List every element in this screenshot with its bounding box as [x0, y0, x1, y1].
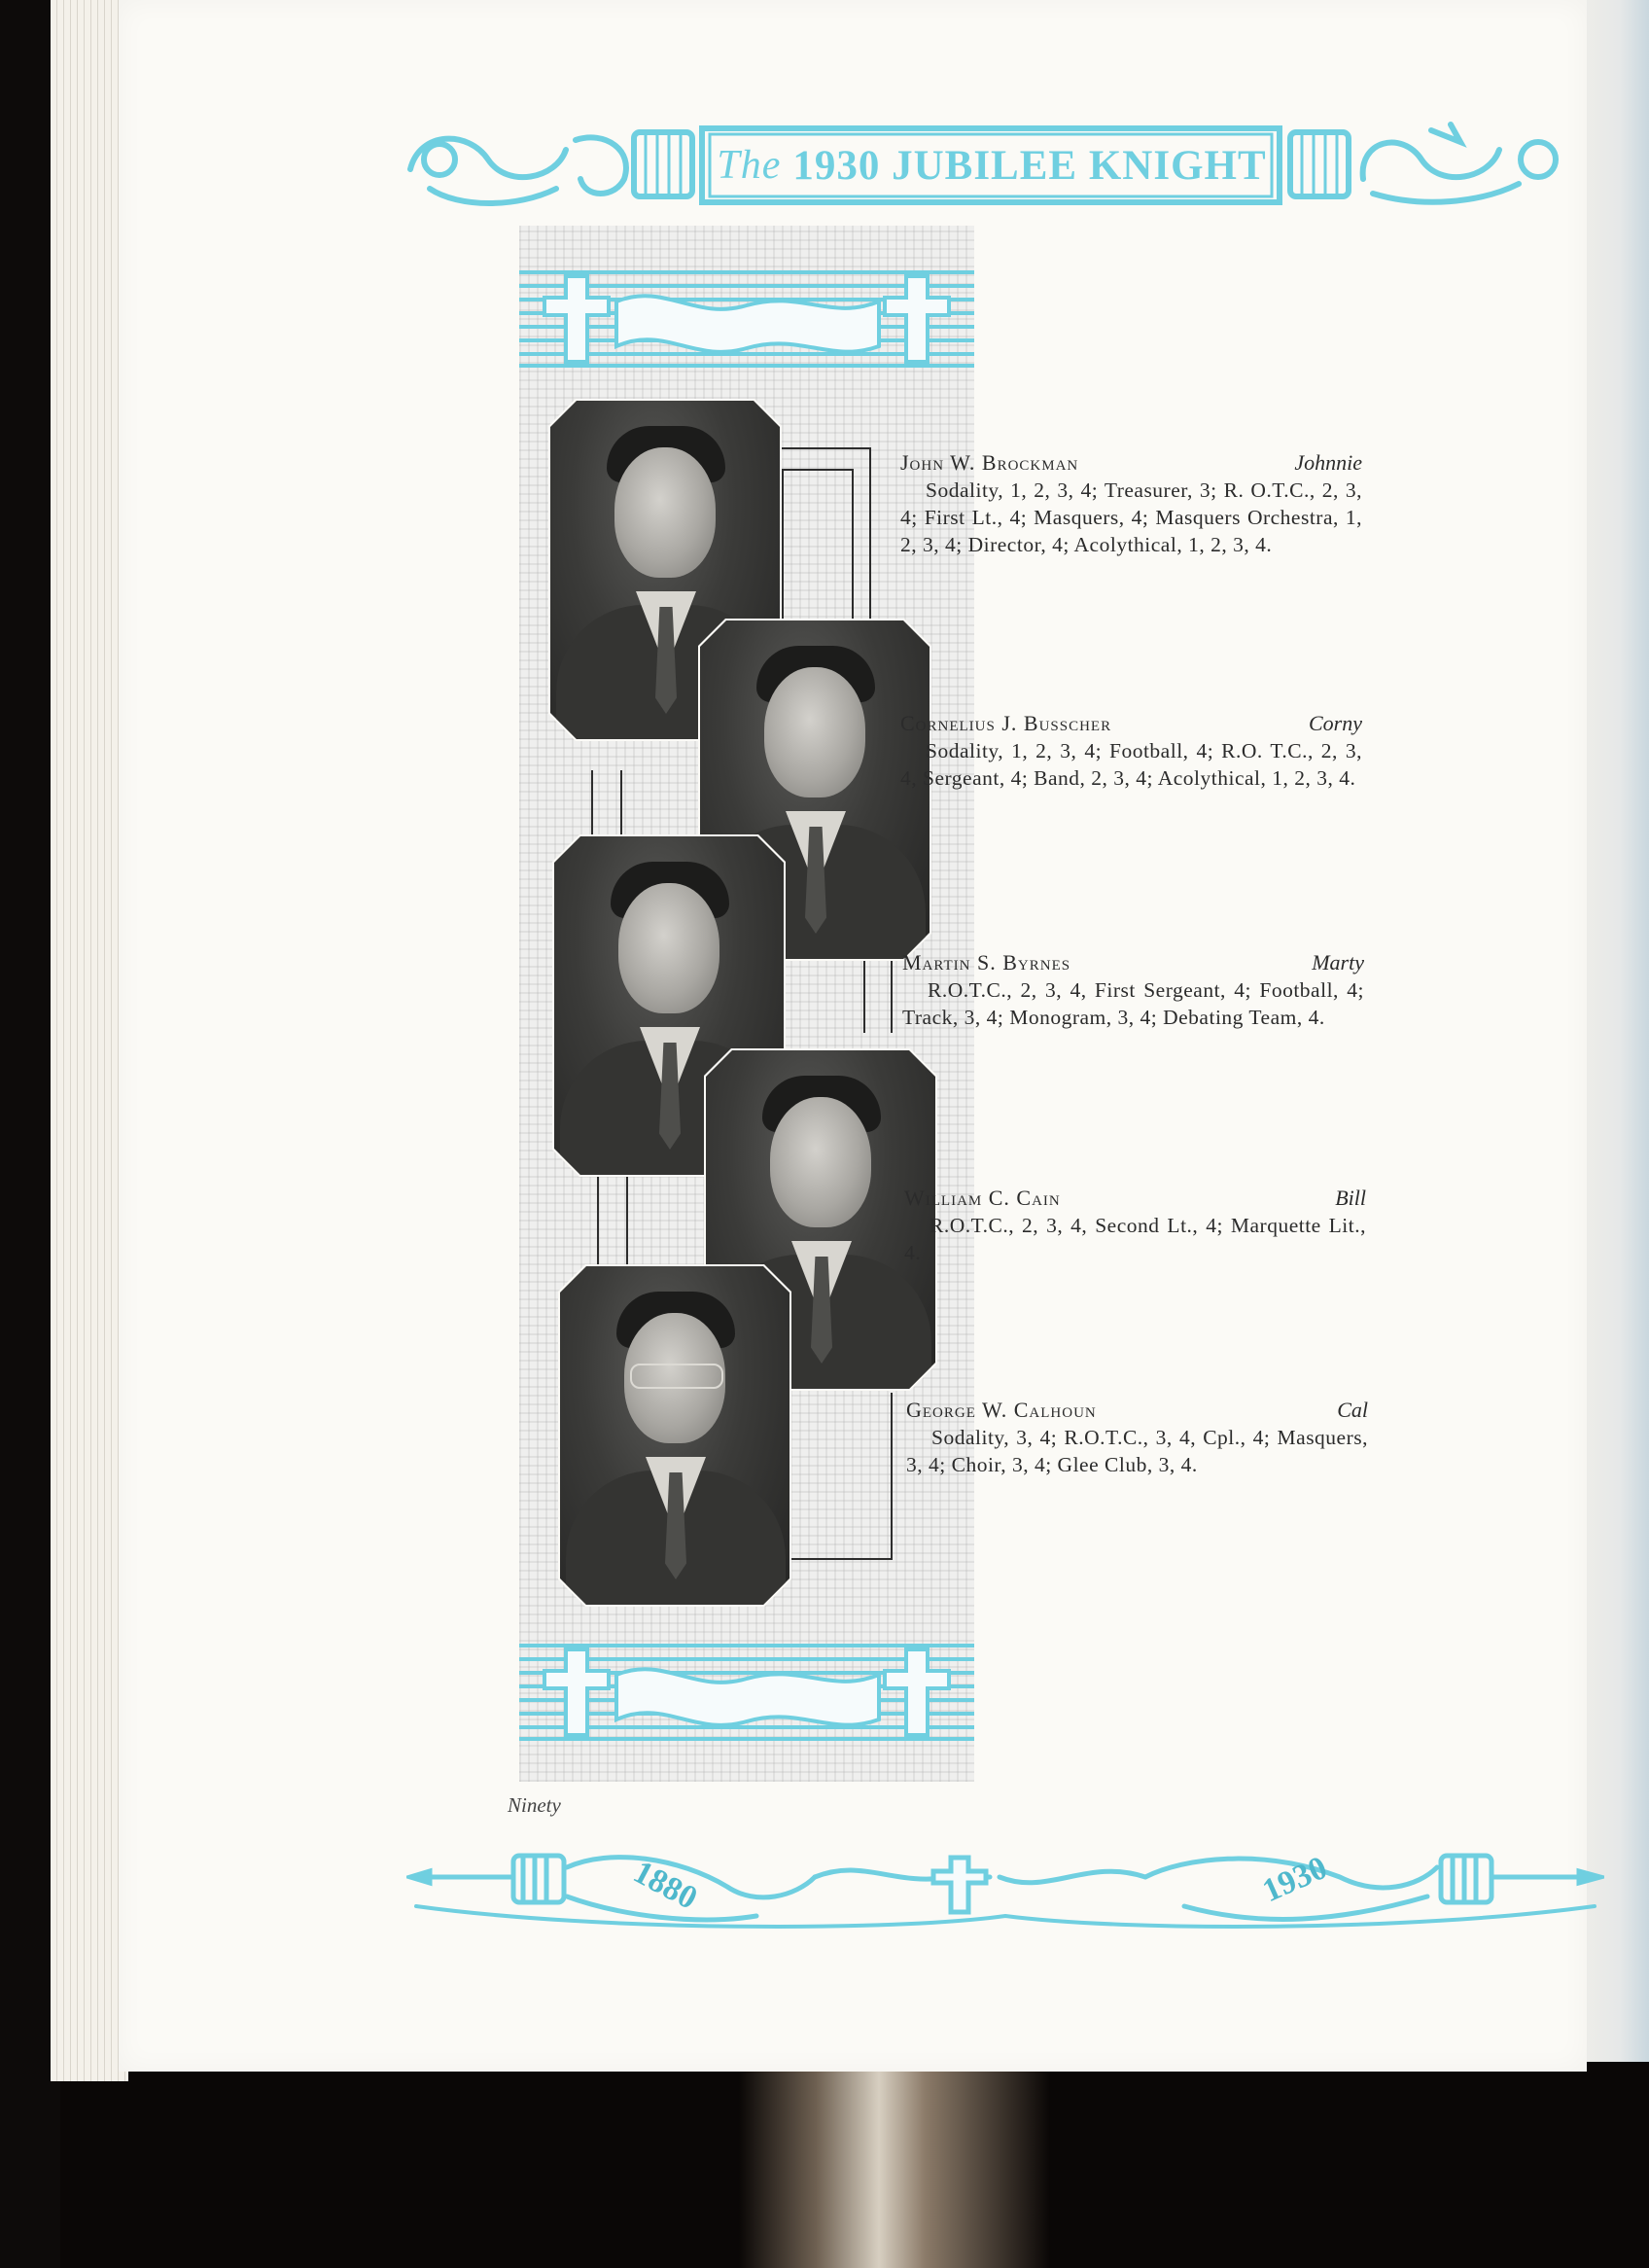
- portrait-photo: [558, 1264, 791, 1607]
- page-edges: [51, 0, 128, 2081]
- student-nickname: Bill: [1335, 1186, 1366, 1210]
- footer-year-left: 1880: [627, 1854, 703, 1917]
- student-entry: [900, 710, 1362, 792]
- header-title-the: The: [717, 143, 782, 188]
- header-title-main: 1930 JUBILEE KNIGHT: [792, 142, 1267, 189]
- student-entry: [904, 1185, 1366, 1266]
- frame-line: [784, 1393, 893, 1560]
- frame-line: [782, 469, 854, 628]
- student-nickname: Corny: [1309, 711, 1362, 735]
- student-activities: R.O.T.C., 2, 3, 4, First Sergeant, 4; Football, 4; Track, 3, 4; Monogram, 3, 4; Debating Team, 4.: [902, 978, 1364, 1029]
- student-name: John W. Brockman: [900, 450, 1079, 475]
- student-name: Cornelius J. Busscher: [900, 711, 1112, 735]
- frame-line: [597, 1177, 628, 1264]
- bottom-shadow: [739, 2072, 1050, 2268]
- student-name: George W. Calhoun: [906, 1398, 1097, 1422]
- student-entry: [906, 1397, 1368, 1478]
- student-nickname: Johnnie: [1294, 450, 1362, 475]
- student-entry: [902, 949, 1364, 1031]
- student-nickname: Cal: [1337, 1398, 1368, 1422]
- footer-year-right: 1930: [1257, 1849, 1333, 1910]
- student-activities: Sodality, 3, 4; R.O.T.C., 3, 4, Cpl., 4; Masquers, 3, 4; Choir, 3, 4; Glee Club, 3, 4.: [906, 1426, 1368, 1476]
- yearbook-page: [119, 0, 1587, 2072]
- header-banner: [401, 121, 1582, 210]
- frame-line: [863, 950, 893, 1033]
- student-name: William C. Cain: [904, 1186, 1061, 1210]
- student-nickname: Marty: [1312, 950, 1364, 975]
- student-name: Martin S. Byrnes: [902, 950, 1071, 975]
- cross-banner-top: [519, 263, 974, 372]
- student-activities: Sodality, 1, 2, 3, 4; Football, 4; R.O. T.C., 2, 3, 4, Sergeant, 4; Band, 2, 3, 4; Acolythical, 1, 2, 3, 4.: [900, 739, 1362, 790]
- student-activities: Sodality, 1, 2, 3, 4; Treasurer, 3; R. O.T.C., 2, 3, 4; First Lt., 4; Masquers, 4; Masquers Orchestra, 1, 2, 3, 4; Director, 4; Acolythical, 1, 2, 3, 4.: [900, 478, 1362, 556]
- cross-banner-bottom: [519, 1636, 974, 1745]
- footer-ornament: [406, 1838, 1604, 1935]
- page-header-title: [717, 138, 1267, 193]
- student-activities: R.O.T.C., 2, 3, 4, Second Lt., 4; Marquette Lit., 4.: [904, 1214, 1366, 1264]
- footer-banner: [406, 1838, 1604, 1935]
- page-number: Ninety: [508, 1793, 561, 1817]
- student-entry: [900, 449, 1362, 558]
